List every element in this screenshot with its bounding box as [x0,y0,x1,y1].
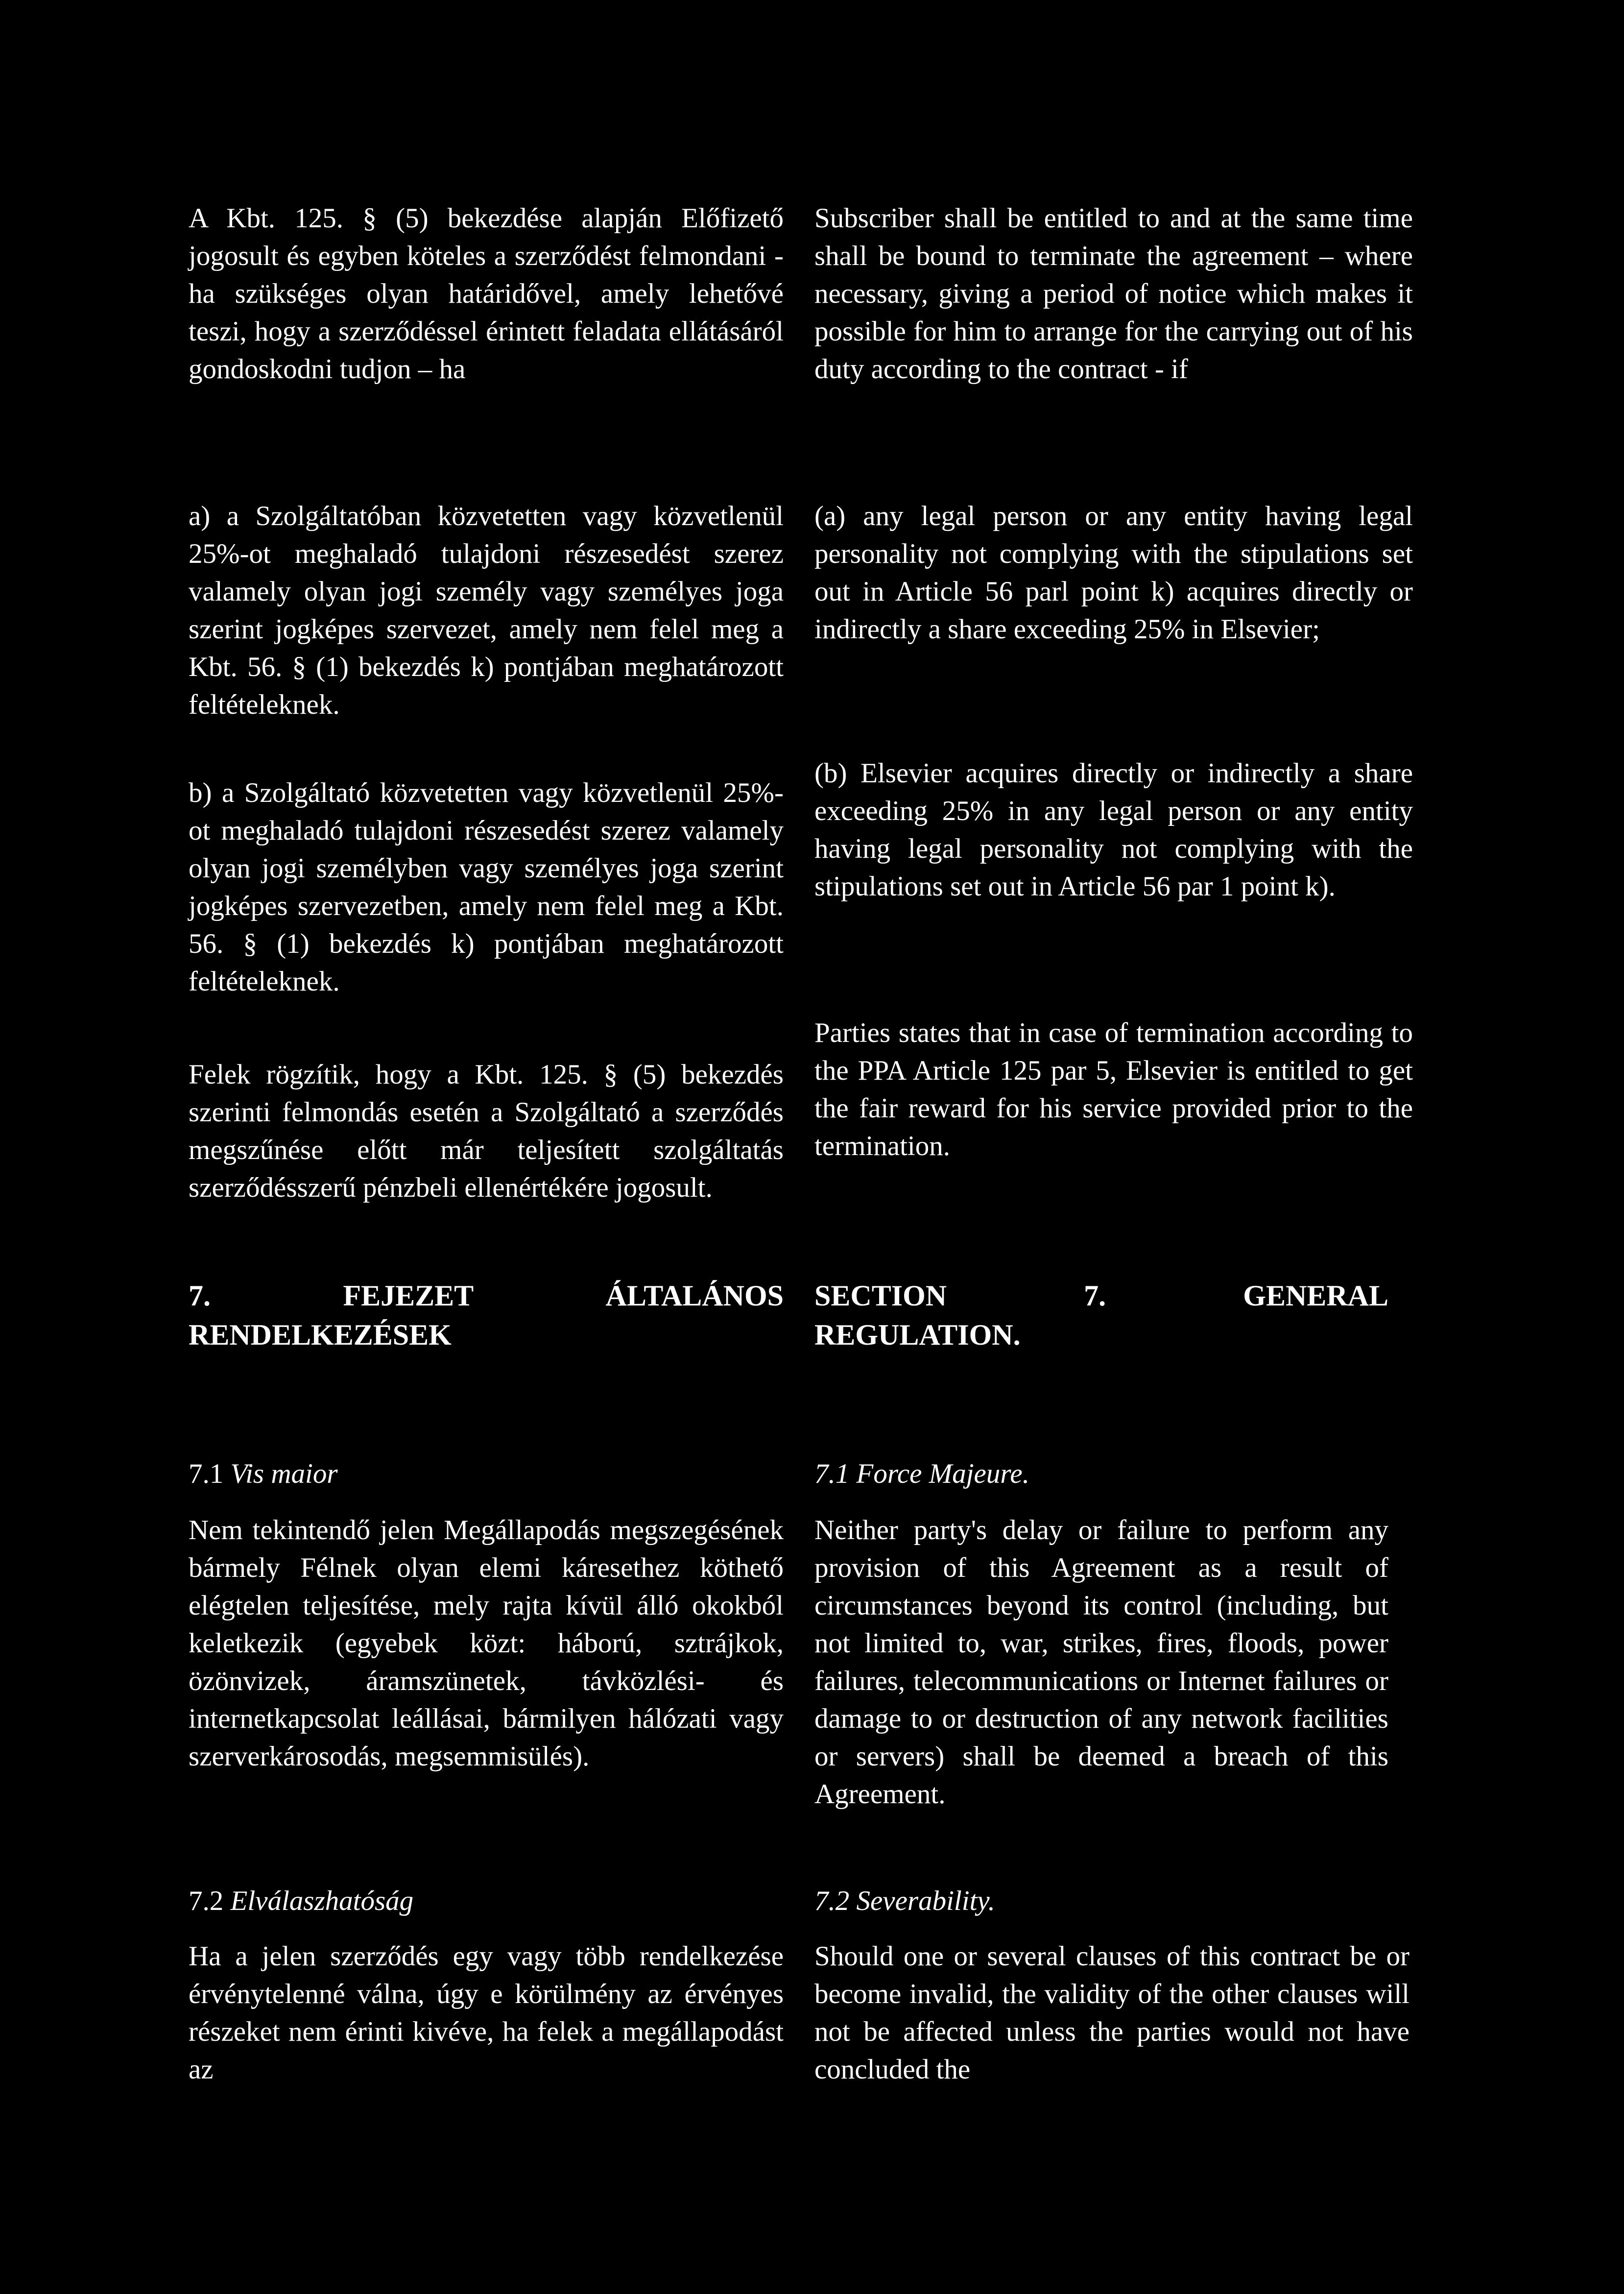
paragraph-b-en: (b) Elsevier acquires directly or indirectly a share exceeding 25% in any legal person or any entity having legal personality not complying with the stipulations set out in Article 56 par 1 point k). [814,758,1413,902]
clause-7-2-title-hu [189,1882,784,1920]
section-7-heading-en-line2: REGULATION. [814,1319,1021,1351]
clause-7-2-number-hu: 7.2 [189,1885,224,1916]
paragraph-termination-fee-hu: Felek rögzítik, hogy a Kbt. 125. § (5) bekezdés szerinti felmondás esetén a Szolgáltató a szerződés megszűnése előtt már teljesített szolgáltatás szerződésszerű pénzbeli ellenértékére jogosult. [189,1059,784,1203]
paragraph-a-en: (a) any legal person or any entity having legal personality not complying with the stipulations set out in Article 56 parl point k) acquires directly or indirectly a share exceeding 25% in Elsevier; [814,501,1413,645]
section-7-heading-en [814,1276,1388,1354]
clause-7-1-title-hu [189,1455,784,1493]
paragraph-termination-fee-en: Parties states that in case of termination according to the PPA Article 125 par 5, Elsevier is entitled to get the fair reward for his service provided prior to the termination. [814,1017,1413,1161]
clause-7-2-body-hu: Ha a jelen szerződés egy vagy több rendelkezése érvénytelenné válna, úgy e körülmény az érvényes részeket nem érinti kivéve, ha felek a megállapodást az [189,1941,784,2085]
clause-7-1-number-hu: 7.1 [189,1458,224,1489]
clause-7-1-title-text-hu: Vis maior [230,1458,338,1489]
clause-7-2-title-en: 7.2 Severability. [814,1885,995,1916]
clause-7-2-title-text-hu: Elválaszhatóság [230,1885,414,1916]
clause-7-2-body-en: Should one or several clauses of this contract be or become invalid, the validity of the other clauses will not be affected unless the parties would not have concluded the [814,1941,1409,2085]
section-7-heading-hu-line2: RENDELKEZÉSEK [189,1319,452,1351]
clause-7-1-title-en: 7.1 Force Majeure. [814,1458,1029,1489]
paragraph-kbt-125-hu: A Kbt. 125. § (5) bekezdése alapján Előfizető jogosult és egyben köteles a szerződést felmondani - ha szükséges olyan határidővel, amely lehetővé teszi, hogy a szerződéssel érintett feladata ellátásáról gondoskodni tudjon – ha [189,203,784,385]
section-7-heading-hu-line1: 7. FEJEZET ÁLTALÁNOS [189,1280,784,1312]
paragraph-b-hu: b) a Szolgáltató közvetetten vagy közvetlenül 25%-ot meghaladó tulajdoni részesedést szerez valamely olyan jogi személyben vagy személyes joga szerint jogképes szervezetben, amely nem felel meg a Kbt. 56. § (1) bekezdés k) pontjában meghatározott feltételeknek. [189,777,784,997]
paragraph-kbt-125-en: Subscriber shall be entitled to and at the same time shall be bound to terminate the agreement – where necessary, giving a period of notice which makes it possible for him to arrange for the carrying out of his duty according to the contract - if [814,203,1413,385]
section-7-heading-hu [189,1276,784,1354]
section-7-heading-en-line1: SECTION 7. GENERAL [814,1280,1388,1312]
clause-7-1-body-en: Neither party's delay or failure to perform any provision of this Agreement as a result of circumstances beyond its control (including, but not limited to, war, strikes, fires, floods, power failures, telecommunications or Internet failures or damage to or destruction of any network facilities or servers) shall be deemed a breach of this Agreement. [814,1515,1388,1810]
paragraph-a-hu: a) a Szolgáltatóban közvetetten vagy közvetlenül 25%-ot meghaladó tulajdoni részesedést szerez valamely olyan jogi személy vagy személyes joga szerint jogképes szervezet, amely nem felel meg a Kbt. 56. § (1) bekezdés k) pontjában meghatározott feltételeknek. [189,501,784,720]
clause-7-1-body-hu: Nem tekintendő jelen Megállapodás megszegésének bármely Félnek olyan elemi káresethez köthető elégtelen teljesítése, mely rajta kívül álló okokból keletkezik (egyebek közt: háború, sztrájkok, özönvizek, áramszünetek, távközlési- és internetkapcsolat leállásai, bármilyen hálózati vagy szerverkárosodás, megsemmisülés). [189,1515,784,1772]
